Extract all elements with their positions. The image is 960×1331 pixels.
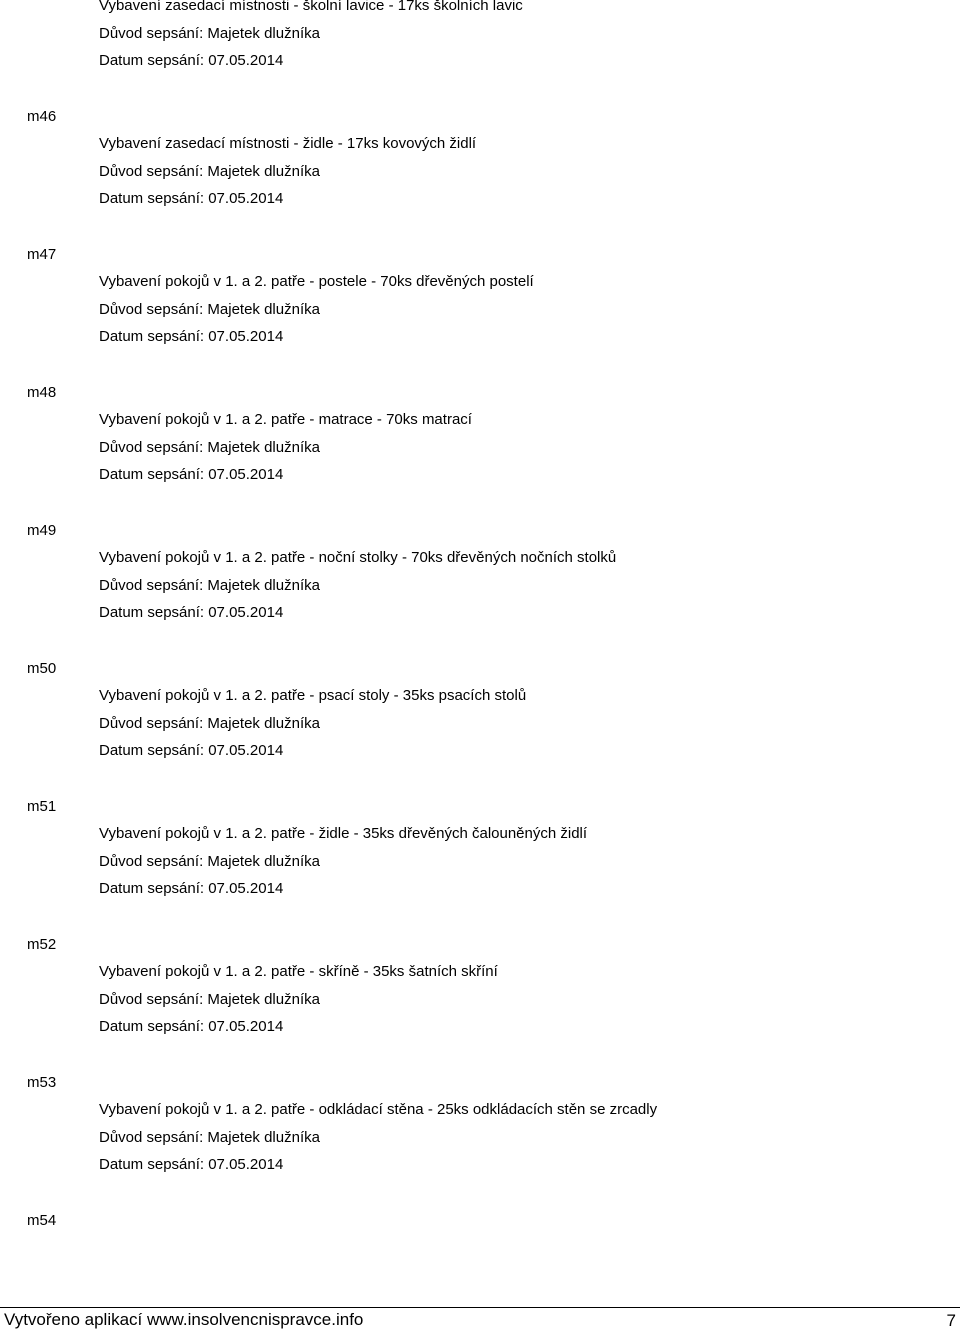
entry-date: Datum sepsání: 07.05.2014	[99, 1156, 284, 1173]
entry-reason: Důvod sepsání: Majetek dlužníka	[99, 853, 320, 870]
entry-reason: Důvod sepsání: Majetek dlužníka	[99, 1129, 320, 1146]
entry-description: Vybavení pokojů v 1. a 2. patře - skříně - 35ks šatních skříní	[99, 963, 498, 980]
entry-id: m48	[27, 384, 57, 401]
footer-credit: Vytvořeno aplikací www.insolvencnispravce.info	[4, 1310, 364, 1329]
entry-id: m54	[27, 1212, 57, 1229]
entry-id: m52	[27, 936, 57, 953]
entry-date: Datum sepsání: 07.05.2014	[99, 52, 284, 69]
entry-reason: Důvod sepsání: Majetek dlužníka	[99, 715, 320, 732]
entry-reason: Důvod sepsání: Majetek dlužníka	[99, 439, 320, 456]
entry-id: m50	[27, 660, 57, 677]
entry-reason: Důvod sepsání: Majetek dlužníka	[99, 577, 320, 594]
entry-id: m47	[27, 246, 57, 263]
entry-description: Vybavení zasedací místnosti - židle - 17ks kovových židlí	[99, 135, 477, 152]
entry-id: m53	[27, 1074, 57, 1091]
entry-reason: Důvod sepsání: Majetek dlužníka	[99, 163, 320, 180]
entry-reason: Důvod sepsání: Majetek dlužníka	[99, 991, 320, 1008]
entry-reason: Důvod sepsání: Majetek dlužníka	[99, 301, 320, 318]
entry-description: Vybavení pokojů v 1. a 2. patře - židle - 35ks dřevěných čalouněných židlí	[99, 825, 588, 842]
entry-description: Vybavení pokojů v 1. a 2. patře - postele - 70ks dřevěných postelí	[99, 273, 534, 290]
entry-description: Vybavení pokojů v 1. a 2. patře - noční stolky - 70ks dřevěných nočních stolků	[99, 549, 617, 566]
entry-date: Datum sepsání: 07.05.2014	[99, 328, 284, 345]
page-number: 7	[946, 1311, 956, 1330]
entry-description: Vybavení pokojů v 1. a 2. patře - odkládací stěna - 25ks odkládacích stěn se zrcadly	[99, 1101, 658, 1118]
entry-id: m51	[27, 798, 57, 815]
entry-id: m46	[27, 108, 57, 125]
entry-date: Datum sepsání: 07.05.2014	[99, 190, 284, 207]
entry-id: m49	[27, 522, 57, 539]
entry-date: Datum sepsání: 07.05.2014	[99, 1018, 284, 1035]
entry-date: Datum sepsání: 07.05.2014	[99, 604, 284, 621]
entry-description: Vybavení zasedací místnosti - školní lavice - 17ks školních lavic	[99, 0, 523, 14]
entry-date: Datum sepsání: 07.05.2014	[99, 880, 284, 897]
entry-reason: Důvod sepsání: Majetek dlužníka	[99, 25, 320, 42]
entry-date: Datum sepsání: 07.05.2014	[99, 466, 284, 483]
entry-date: Datum sepsání: 07.05.2014	[99, 742, 284, 759]
entry-description: Vybavení pokojů v 1. a 2. patře - matrace - 70ks matrací	[99, 411, 472, 428]
footer-divider	[0, 1307, 960, 1308]
entry-description: Vybavení pokojů v 1. a 2. patře - psací stoly - 35ks psacích stolů	[99, 687, 527, 704]
